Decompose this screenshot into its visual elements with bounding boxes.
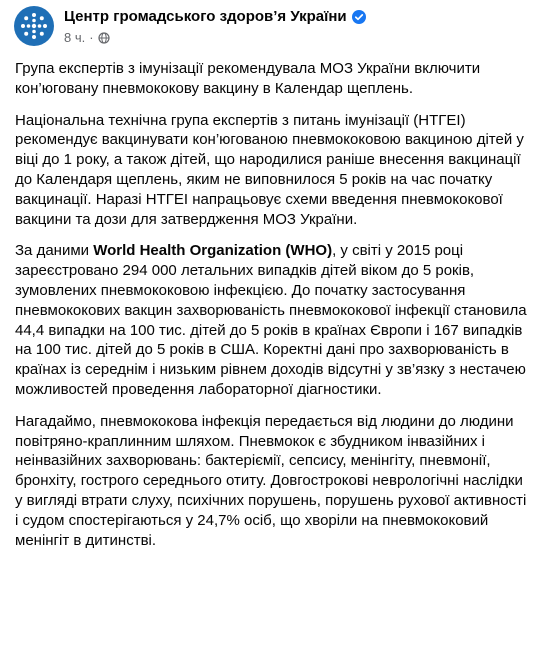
post-paragraph-4: Нагадаймо, пневмококова інфекція передається від людини до людини повітряно-краплинним шляхом. Пневмокок є збудником інвазійних і неінвазійних захворювань: бактеріємії, сепсису, менінгіту, пневмонії, бронхіту, гострого середнього отиту. Довгострокові неврологічні наслідки у вигляді втрати слуху, психічних порушень, порушень рухової активності і судом спостерігаються у 24,7% осіб, що хворіли на пневмококовий менінгіт в дитинстві. — [15, 412, 527, 549]
globe-icon[interactable] — [98, 32, 110, 44]
organization-logo-icon[interactable] — [14, 6, 54, 46]
post-meta — [64, 7, 366, 47]
post-paragraph-2: Національна технічна група експертів з питань імунізації (НТГЕІ) рекомендує вакцинувати кон’югованою пневмококовою вакциною дітей у віці до 1 року, а також дітей, що народилися раніше внесення вакцинації до Календаря щеплень, яким не виповнилося 5 років на час початку вакцинації. Наразі НТГЕІ напрацьовує схеми введення пневмококової вакцини та дози для затвердження МОЗ України. — [15, 111, 524, 228]
who-page-link[interactable]: World Health Organization (WHO) — [93, 242, 333, 260]
paragraph-3-intro: За даними — [15, 242, 94, 260]
separator-dot: · — [89, 30, 94, 45]
name-row — [64, 7, 366, 27]
verified-badge-icon — [352, 10, 366, 24]
page-name-link[interactable]: Центр громадського здоров’я України — [64, 8, 347, 25]
post-paragraph-3 — [15, 241, 533, 399]
post-text — [15, 59, 533, 562]
post-subline — [64, 29, 366, 47]
post-paragraph-1: Група експертів з імунізації рекомендувала МОЗ України включити кон’юговану пневмококову вакцину в Календар щеплень. — [15, 60, 481, 97]
post-timestamp[interactable]: 8 ч. — [64, 30, 86, 45]
logo-dots-graphic — [19, 11, 49, 41]
post-header — [14, 6, 366, 47]
paragraph-3-body: , у світі у 2015 році зареєстровано 294 000 летальних випадків дітей віком до 5 років, зумовлених пневмококовою інфекцією. До початку застосування пневмококових вакцин захворюваність пневмококової інфекції становила 44,4 випадки на 100 тис. дітей до 5 років в країнах Європи і 167 випадків на 100 тис. дітей до 5 років в США. Коректні дані про захворюваність в країнах із середнім і низьким рівнем доходів відсутні у зв’язку з нестачею можливостей проведення лабораторної діагностики. — [15, 242, 527, 398]
